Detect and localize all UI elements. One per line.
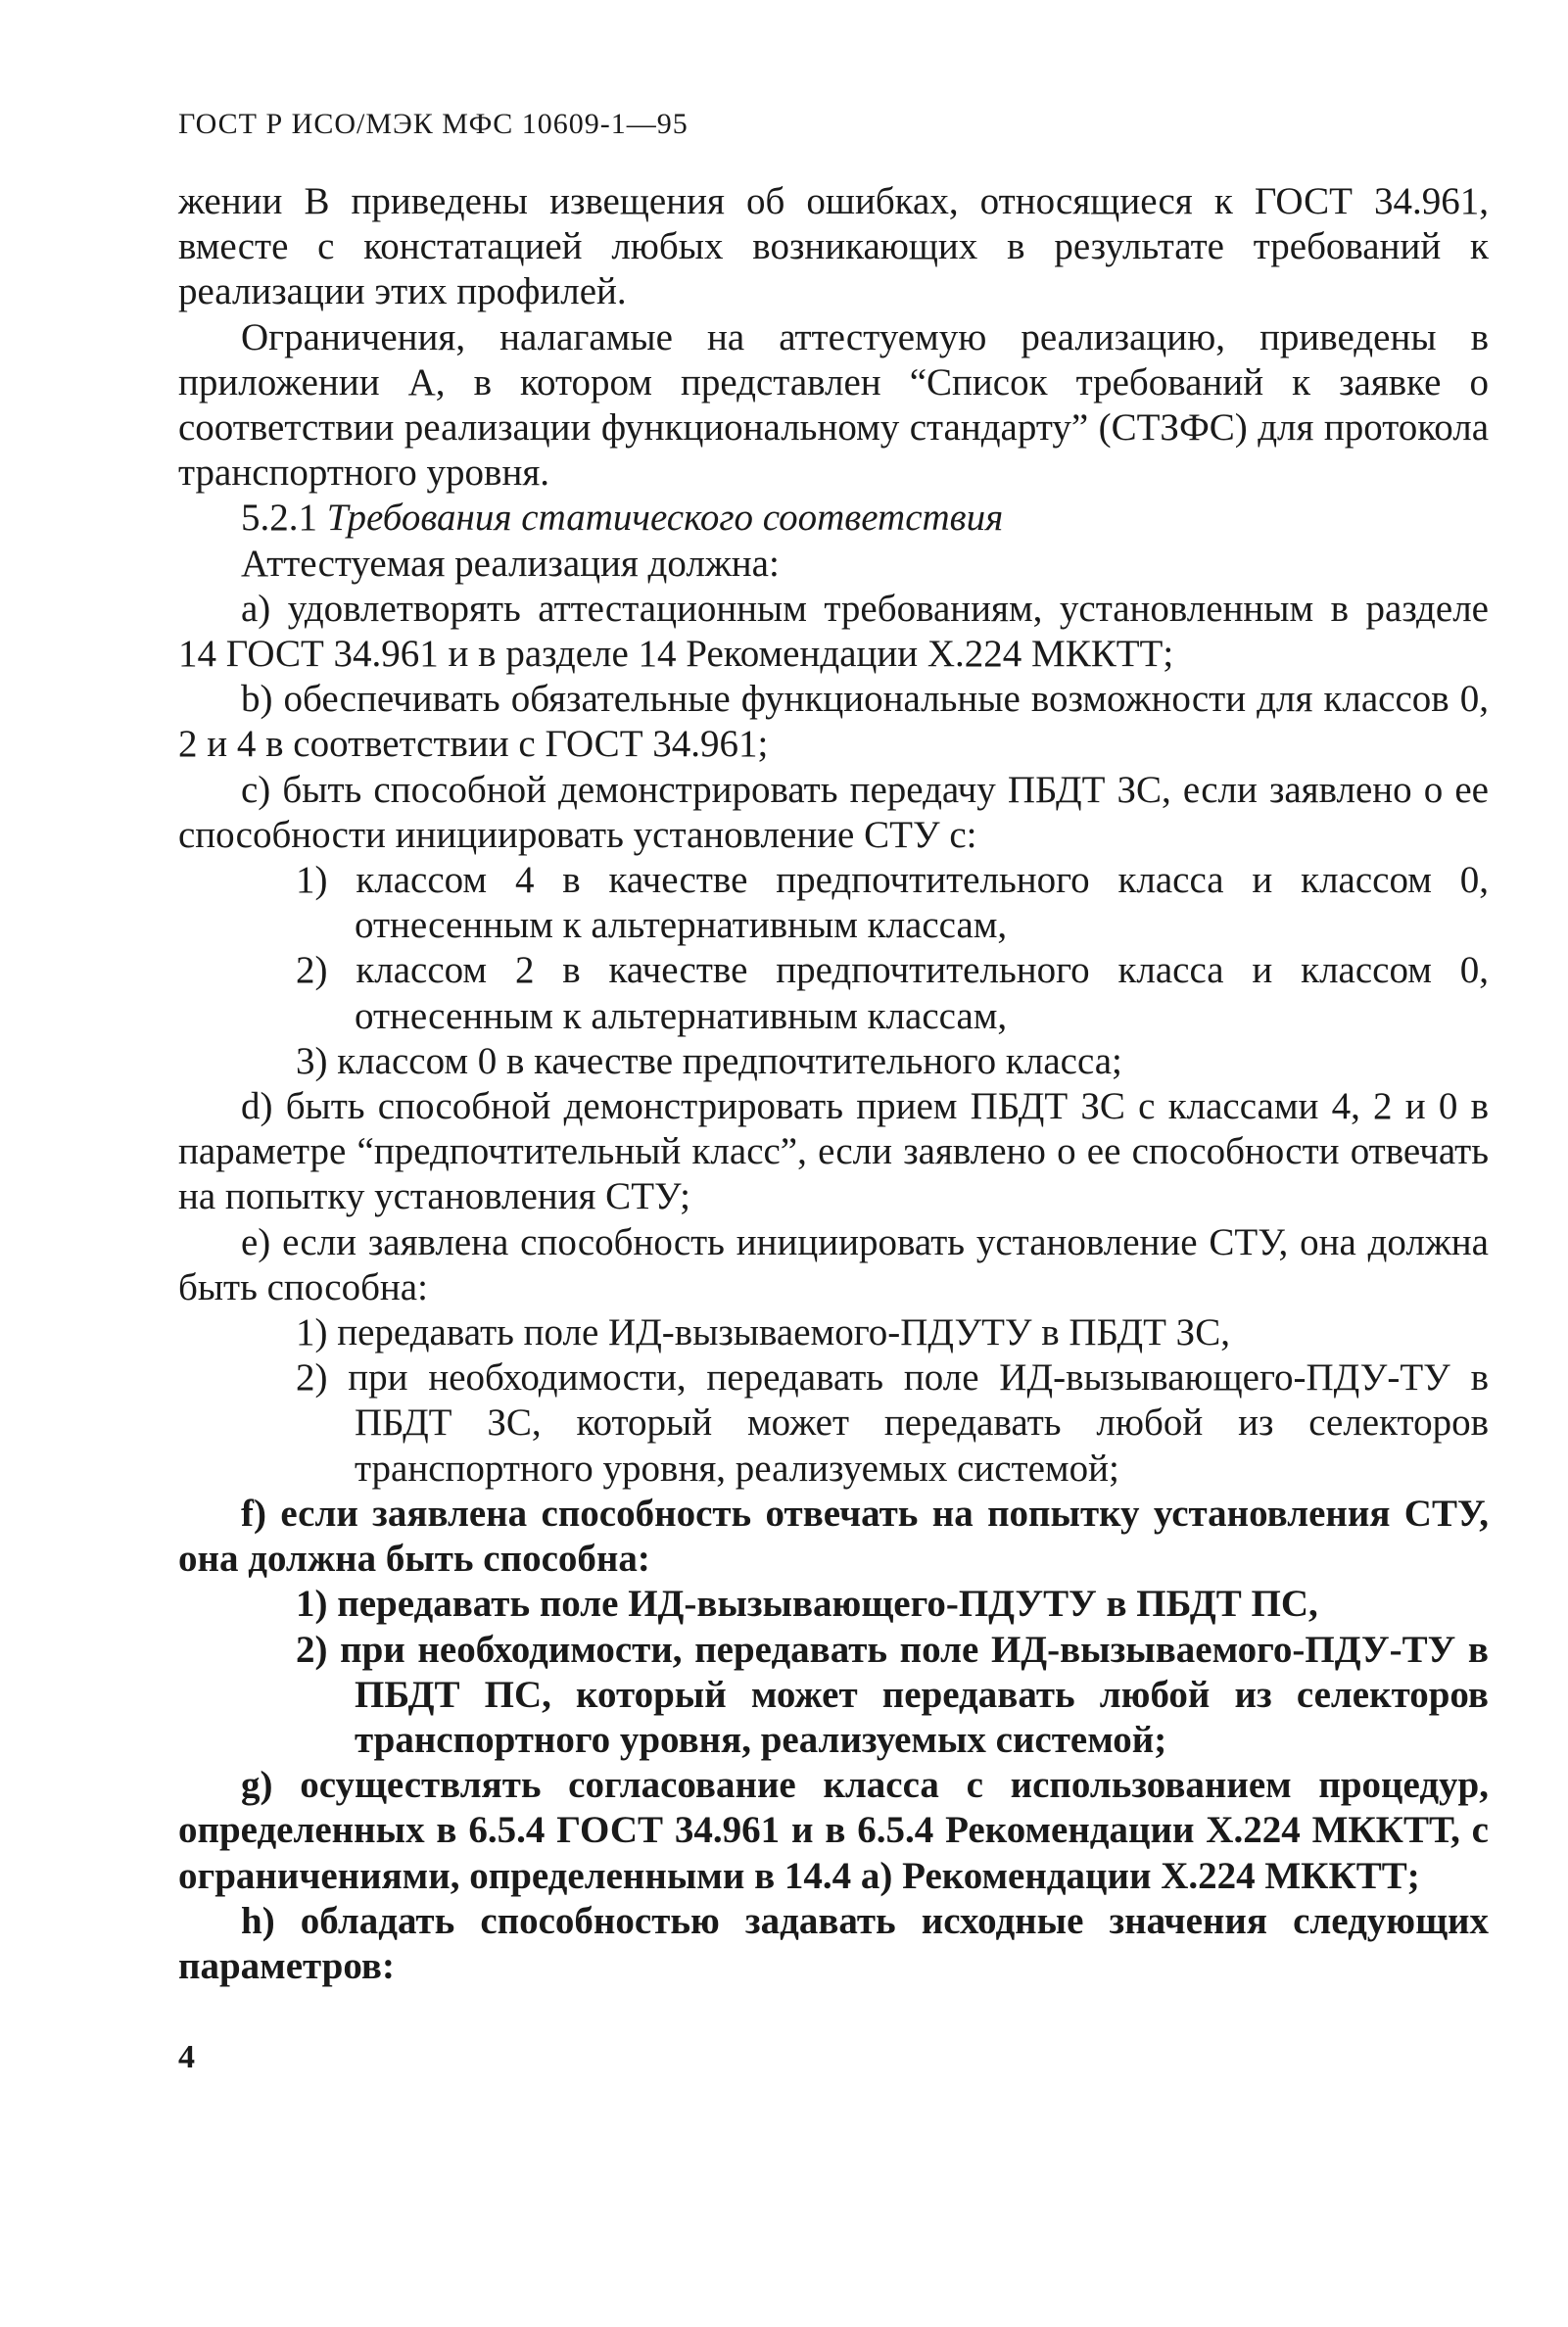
list-item-c-3: 3) классом 0 в качестве предпочтительного класса; [296, 1039, 1122, 1082]
list-item-e-1: 1) передавать поле ИД-вызываемого-ПДУТУ в ПБДТ ЗС, [296, 1311, 1230, 1354]
list-item-f: f) если заявлена способность отвечать на попытку установления СТУ, она должна быть способна: [178, 1492, 1489, 1581]
list-item-f-2: 2) при необходимости, передавать поле ИД-вызываемого-ПДУ-ТУ в ПБДТ ПС, который может передавать любой из селекторов транспортного уровня, реализуемых системой; [296, 1628, 1489, 1761]
list-item-f-1: 1) передавать поле ИД-вызывающего-ПДУТУ в ПБДТ ПС, [296, 1583, 1318, 1626]
body-text [178, 179, 1489, 1989]
list-item-b: b) обеспечивать обязательные функциональные возможности для классов 0, 2 и 4 в соответствии с ГОСТ 34.961; [178, 678, 1489, 766]
section-title: Требования статического соответствия [326, 497, 1004, 540]
list-item-c-1: 1) классом 4 в качестве предпочтительного класса и классом 0, отнесенным к альтернативным классам, [296, 859, 1489, 947]
paragraph-intro: Аттестуемая реализация должна: [241, 542, 780, 585]
page-number: 4 [178, 2039, 195, 2075]
section-number: 5.2.1 [241, 497, 317, 540]
list-item-c: c) быть способной демонстрировать передачу ПБДТ ЗС, если заявлено о ее способности инициировать установление СТУ с: [178, 768, 1489, 856]
list-item-h: h) обладать способностью задавать исходные значения следующих параметров: [178, 1899, 1489, 1987]
paragraph-continuation: жении В приведены извещения об ошибках, относящиеся к ГОСТ 34.961, вместе с констатацией любых возникающих в результате требований к реализации этих профилей. [178, 180, 1489, 313]
list-item-e-2: 2) при необходимости, передавать поле ИД-вызывающего-ПДУ-ТУ в ПБДТ ЗС, который может передавать любой из селекторов транспортного уровня, реализуемых системой; [296, 1356, 1489, 1490]
list-item-c-2: 2) классом 2 в качестве предпочтительного класса и классом 0, отнесенным к альтернативным классам, [296, 949, 1489, 1037]
list-item-a: a) удовлетворять аттестационным требованиям, установленным в разделе 14 ГОСТ 34.961 и в разделе 14 Рекомендации Х.224 МККТТ; [178, 587, 1489, 676]
paragraph-restrictions: Ограничения, налагамые на аттестуемую реализацию, приведены в приложении А, в котором представлен “Список требований к заявке о соответствии реализации функциональному стандарту” (СТЗФС) для протокола транспортного уровня. [178, 315, 1489, 495]
section-heading [178, 496, 1489, 541]
list-item-e: e) если заявлена способность инициировать установление СТУ, она должна быть способна: [178, 1220, 1489, 1308]
page-header: ГОСТ Р ИСО/МЭК МФС 10609-1—95 [178, 108, 689, 140]
list-item-d: d) быть способной демонстрировать прием ПБДТ ЗС с классами 4, 2 и 0 в параметре “предпочтительный класс”, если заявлено о ее способности отвечать на попытку установления СТУ; [178, 1085, 1489, 1218]
list-item-g: g) осуществлять согласование класса с использованием процедур, определенных в 6.5.4 ГОСТ 34.961 и в 6.5.4 Рекомендации Х.224 МККТТ, с ограничениями, определенными в 14.4 а) Рекомендации Х.224 МККТТ; [178, 1764, 1489, 1897]
